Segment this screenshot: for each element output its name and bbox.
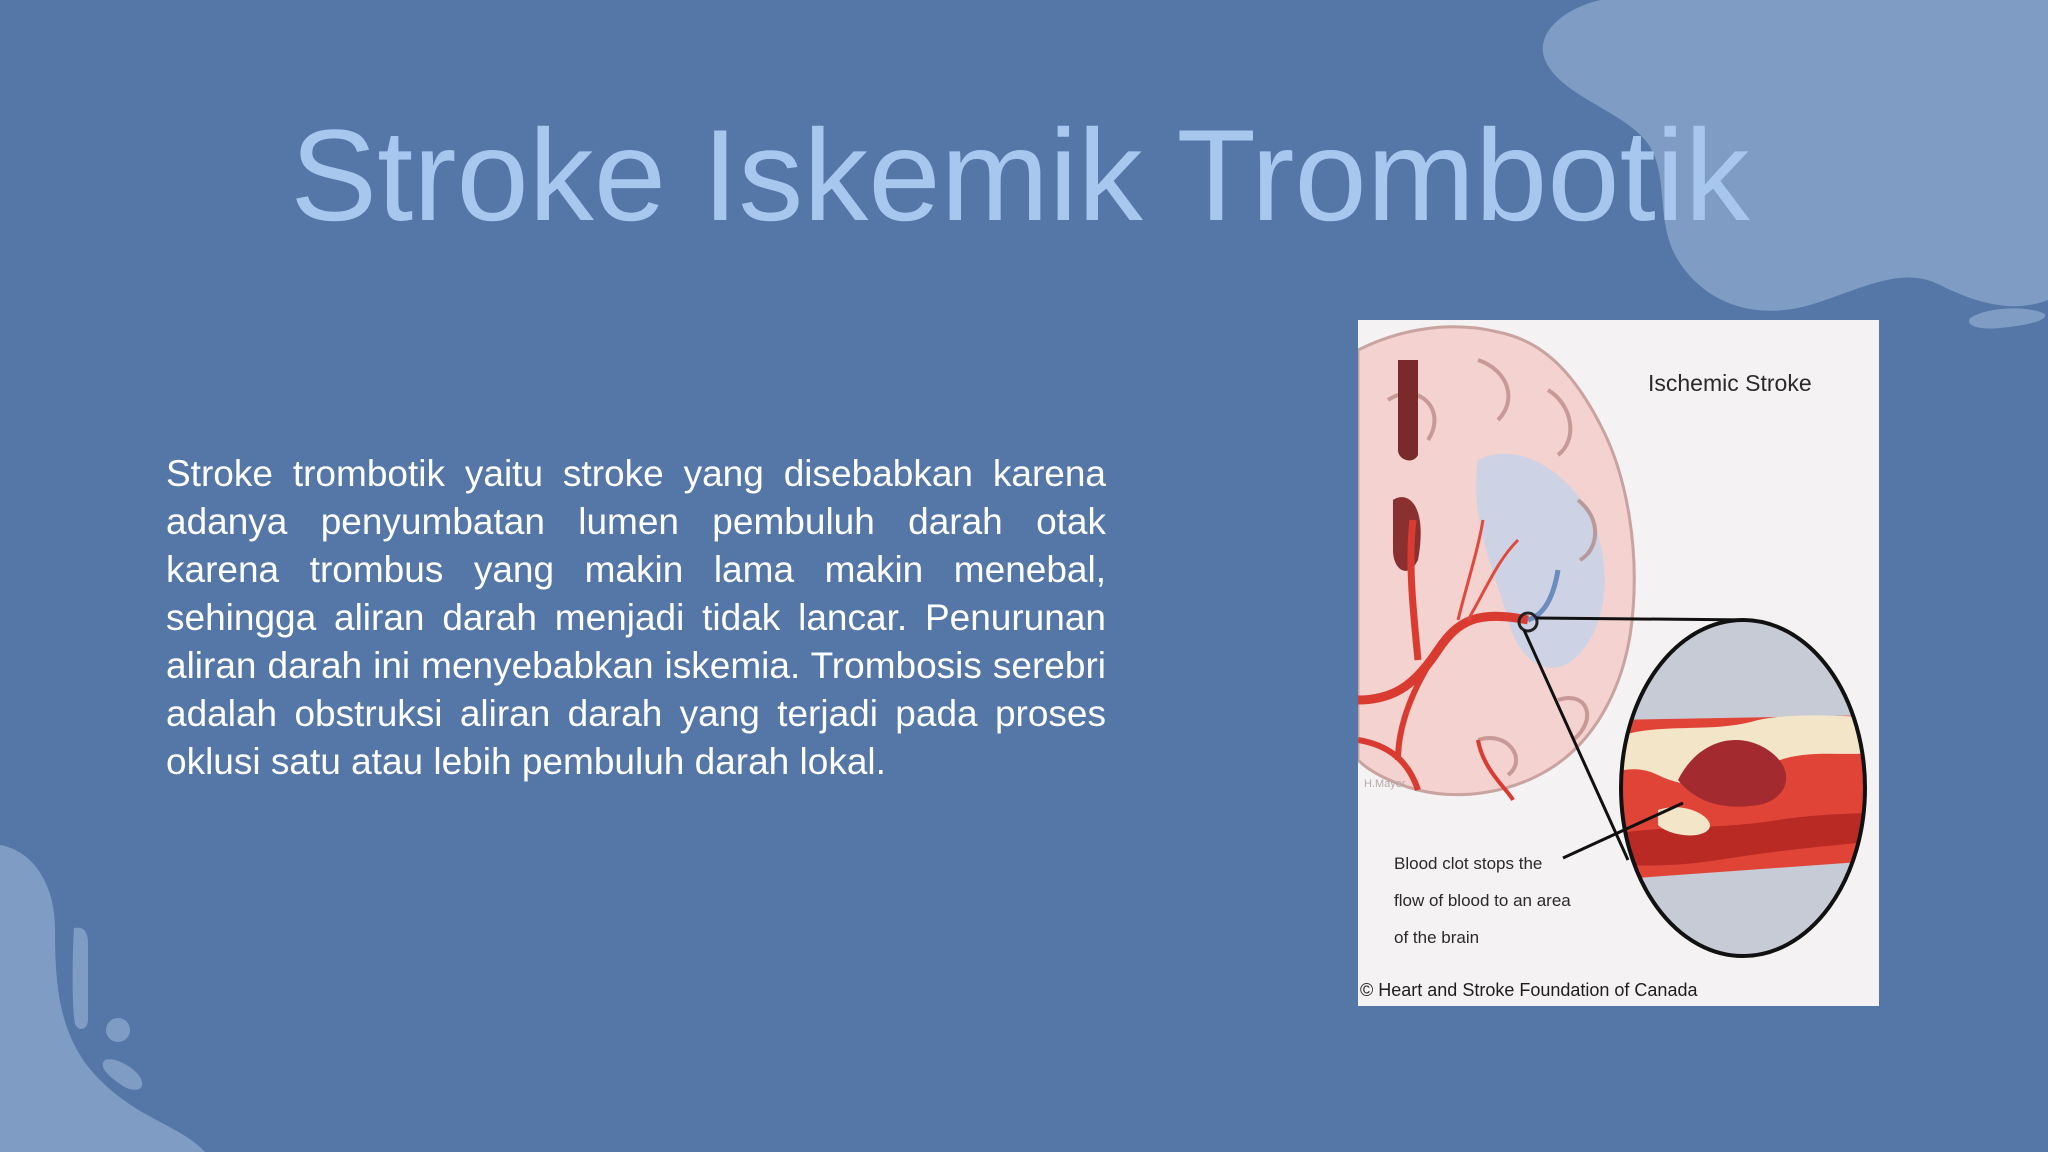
decorative-blob-bottom-left — [0, 820, 220, 1152]
figure-copyright: © Heart and Stroke Foundation of Canada — [1360, 980, 1698, 1000]
figure-title: Ischemic Stroke — [1648, 370, 1812, 396]
slide-body-text: Stroke trombotik yaitu stroke yang disebabkan karena adanya penyumbatan lumen pembuluh darah otak karena trombus yang makin lama makin menebal, sehingga aliran darah menjadi tidak lancar. Penurunan aliran darah ini menyebabkan iskemia. Trombosis serebri adalah obstruksi aliran darah yang terjadi pada proses oklusi satu atau lebih pembuluh darah lokal. — [166, 453, 1106, 782]
figure-caption-line: Blood clot stops the — [1394, 854, 1543, 873]
figure-caption-line: of the brain — [1394, 928, 1480, 947]
figure-caption-line: flow of blood to an area — [1394, 891, 1571, 910]
figure-caption — [1394, 845, 1604, 956]
illustrator-signature: H.Mayer — [1364, 778, 1406, 790]
slide-title: Stroke Iskemik Trombotik — [290, 102, 1750, 248]
ischemic-stroke-illustration — [1358, 320, 1879, 1006]
